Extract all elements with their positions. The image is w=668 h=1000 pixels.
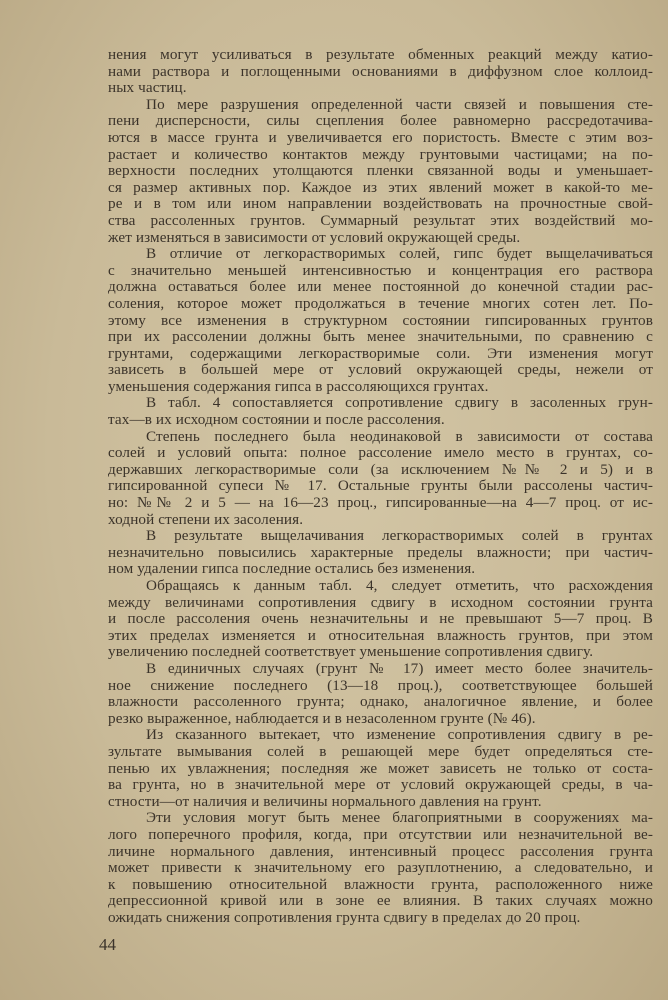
text-line: нами раствора и поглощенными основаниями в диффузном слое коллоид- [108, 62, 653, 80]
text-line: ное снижение последнего (13—18 проц.), соответствующее большей [108, 676, 653, 694]
text-line: может привести к значительному его разуплотнению, а следовательно, и [108, 859, 653, 877]
text-line: нения могут усиливаться в результате обменных реакций между катио- [108, 46, 653, 63]
text-line: В отличие от легкорастворимых солей, гипс будет выщелачиваться [146, 245, 653, 263]
text-line: державших легкорастворимые соли (за исключением №№ 2 и 5) и в [108, 460, 653, 478]
text-line: По мере разрушения определенной части связей и повышения сте- [146, 95, 653, 113]
text-line: личине нормального давления, интенсивный процесс рассоления грунта [108, 842, 653, 860]
paragraph [108, 727, 653, 810]
paragraph [108, 528, 653, 578]
text-line: В табл. 4 сопоставляется сопротивление сдвигу в засоленных грун- [146, 394, 653, 412]
text-line: Обращаясь к данным табл. 4, следует отметить, что расхождения [146, 577, 653, 594]
paragraph [108, 47, 653, 97]
text-line: пенью их увлажнения; последняя же может зависеть не только от соста- [108, 759, 653, 777]
text-line: уменьшения содержания гипса в рассоляющихся грунтах. [108, 377, 489, 395]
text-line: ных частиц. [108, 79, 187, 97]
text-line: солей и условий опыта: полное рассоление имело место в грунтах, со- [108, 444, 653, 462]
text-line: гипсированной супеси № 17. Остальные грунты были рассолены частич- [108, 477, 653, 495]
text-line: грунтами, содержащими легкорастворимые соли. Эти изменения могут [108, 344, 653, 362]
text-line: к повышению относительной влажности грунта, расположенного ниже [108, 875, 653, 893]
text-line: ном удалении гипса последние остались без изменения. [108, 560, 476, 578]
paragraph [108, 810, 653, 926]
text-line: ся размер активных пор. Каждое из этих явлений может в какой-то ме- [108, 178, 653, 196]
page-number: 44 [99, 935, 116, 954]
text-line: Степень последнего была неодинаковой в зависимости от состава [146, 427, 653, 445]
text-line: этому все изменения в структурном состоянии гипсированных грунтов [108, 311, 653, 329]
paragraph [108, 429, 653, 529]
text-line: тах—в их исходном состоянии и после рассоления. [108, 411, 445, 429]
text-line: должна оставаться более или менее постоянной до конечной стадии рас- [108, 278, 653, 296]
text-line: но: №№ 2 и 5 — на 16—23 проц., гипсированные—на 4—7 проц. от ис- [108, 494, 653, 512]
page-body-text [108, 47, 653, 926]
text-line: зультате вымывания солей в решающей мере будет определяться сте- [108, 742, 653, 760]
text-line: ожидать снижения сопротивления грунта сдвигу в пределах до 20 проц. [108, 908, 581, 926]
text-line: и после рассоления очень незначительны и не превышают 5—7 проц. В [108, 610, 653, 628]
text-line: Эти условия могут быть менее благоприятными в сооружениях ма- [146, 809, 653, 827]
text-line: ре и в том или ином направлении воздействовать на прочностные свой- [108, 195, 653, 213]
text-line: ва грунта, но в значительной мере от условий окружающей среды, в ча- [108, 776, 653, 794]
text-line: этих пределах изменяется и относительная влажность грунтов, при этом [108, 626, 653, 644]
text-line: растает и количество контактов между грунтовыми частицами; на по- [108, 145, 653, 163]
paragraph [108, 395, 653, 428]
paragraph [108, 97, 653, 246]
text-line: увеличению последней соответствует уменьшение сопротивления сдвигу. [108, 643, 594, 661]
paragraph [108, 578, 653, 661]
text-line: при их рассолении должны быть менее значительными, по сравнению с [108, 328, 653, 346]
text-line: незначительно повысились характерные пределы влажности; при частич- [108, 543, 653, 561]
text-line: ются в массе грунта и увеличивается его пористость. Вместе с этим воз- [108, 128, 653, 146]
text-line: ства рассоленных грунтов. Суммарный результат этих воздействий мо- [108, 211, 653, 229]
text-line: зависеть в большей мере от условий окружающей среды, нежели от [108, 361, 653, 379]
text-line: ходной степени их засоления. [108, 510, 304, 528]
text-line: влажности рассоленного грунта; однако, аналогичное явление, и более [108, 693, 653, 711]
text-line: Из сказанного вытекает, что изменение сопротивления сдвигу в ре- [146, 726, 653, 744]
paragraph [108, 246, 653, 395]
text-line: верхности последних утолщаются пленки связанной воды и уменьшает- [108, 162, 653, 180]
text-line: стности—от наличия и величины нормального давления на грунт. [108, 792, 542, 810]
text-line: жет изменяться в зависимости от условий окружающей среды. [108, 228, 521, 246]
text-line: пени дисперсности, силы сцепления более равномерно рассредотачива- [108, 112, 653, 130]
text-line: В результате выщелачивания легкорастворимых солей в грунтах [146, 527, 653, 545]
text-line: депрессионной кривой или в зоне ее влияния. В таких случаях можно [108, 892, 653, 910]
paragraph [108, 661, 653, 727]
text-line: резко выраженное, наблюдается и в незасоленном грунте (№ 46). [108, 709, 536, 727]
text-line: лого поперечного профиля, когда, при отсутствии или незначительной ве- [108, 825, 653, 843]
text-line: с значительно меньшей интенсивностью и концентрация его раствора [108, 261, 653, 279]
text-line: соления, которое может продолжаться в течение многих сотен лет. По- [108, 294, 653, 312]
text-line: между величинами сопротивления сдвигу в исходном состоянии грунта [108, 593, 653, 611]
text-line: В единичных случаях (грунт № 17) имеет место более значитель- [146, 659, 653, 677]
